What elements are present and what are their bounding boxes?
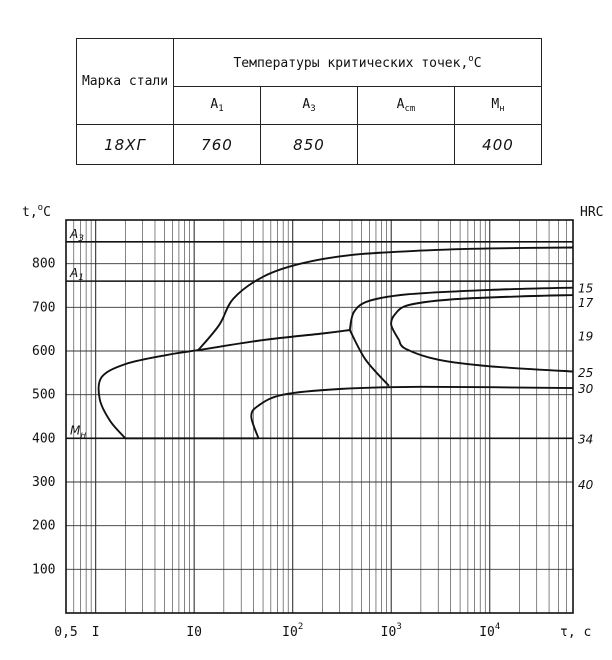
transformation-curve bbox=[391, 295, 573, 340]
y-tick-label: 100 bbox=[32, 562, 56, 578]
critical-points-table bbox=[76, 38, 542, 165]
y-tick-label: 600 bbox=[32, 344, 56, 359]
critical-line-label: $A_1$ bbox=[70, 266, 84, 284]
hrc-value-label: 15 bbox=[578, 281, 594, 296]
col-acm: $A_{cm}$ bbox=[358, 87, 455, 125]
x-tick-exponent: 2 bbox=[297, 622, 304, 632]
transformation-curve bbox=[198, 248, 573, 351]
hrc-value-label: 30 bbox=[578, 382, 594, 397]
x-tick-label: I bbox=[91, 625, 100, 640]
plot-frame bbox=[66, 220, 573, 613]
x-tick-label: $I0^4$ bbox=[479, 622, 501, 640]
hrc-value-label: 19 bbox=[578, 329, 594, 344]
x-tick-label: I0 bbox=[186, 625, 203, 640]
a3-value: 850 bbox=[261, 125, 358, 165]
y-axis-unit: C bbox=[43, 205, 51, 220]
x-tick-exponent: 3 bbox=[396, 622, 402, 632]
critical-line-label-sub: н bbox=[80, 430, 87, 441]
y-tick-label: 800 bbox=[32, 256, 56, 272]
transformation-curve bbox=[99, 330, 350, 438]
hrc-value-label: 25 bbox=[578, 365, 594, 380]
steel-grade-header: Марка стали bbox=[77, 39, 174, 125]
x-tick-label: $I0^3$ bbox=[380, 622, 402, 640]
ttt-diagram bbox=[0, 190, 612, 660]
y-axis-unit-mark: o bbox=[37, 203, 44, 213]
x-tick-label: $I0^2$ bbox=[282, 622, 304, 640]
critical-line-label-sub: 1 bbox=[78, 273, 84, 284]
steel-grade-value: 18ХГ bbox=[77, 125, 174, 165]
y-tick-label: 500 bbox=[32, 387, 56, 403]
hrc-axis-label: HRC bbox=[580, 205, 604, 220]
x-tick-label: 0,5 bbox=[54, 625, 78, 640]
transformation-curve bbox=[399, 340, 573, 371]
hrc-value-label: 17 bbox=[578, 296, 594, 311]
y-axis-label: t,$^o$C bbox=[22, 203, 51, 220]
col-mn: $M_н$ bbox=[455, 87, 542, 125]
y-tick-label: 700 bbox=[32, 300, 56, 316]
y-tick-label: 400 bbox=[32, 431, 56, 447]
critical-line-label: $A_3$ bbox=[70, 226, 84, 244]
x-tick-exponent: 4 bbox=[494, 622, 501, 632]
acm-value bbox=[358, 125, 455, 165]
transformation-curve bbox=[350, 288, 573, 330]
y-tick-label: 300 bbox=[32, 475, 56, 490]
critical-temps-header: Температуры критических точек,$^o$C bbox=[174, 39, 542, 87]
a1-value: 760 bbox=[174, 125, 261, 165]
critical-line-label-sub: 3 bbox=[78, 233, 84, 244]
hrc-value-label: 34 bbox=[578, 432, 594, 447]
col-a1: $A_1$ bbox=[174, 87, 261, 125]
hrc-value-label: 40 bbox=[578, 478, 594, 493]
x-axis-label: τ, c bbox=[560, 625, 592, 640]
critical-line-label: $M_н$ bbox=[70, 423, 87, 441]
mn-value: 400 bbox=[455, 125, 542, 165]
col-a3: $A_3$ bbox=[261, 87, 358, 125]
y-tick-label: 200 bbox=[32, 518, 56, 534]
